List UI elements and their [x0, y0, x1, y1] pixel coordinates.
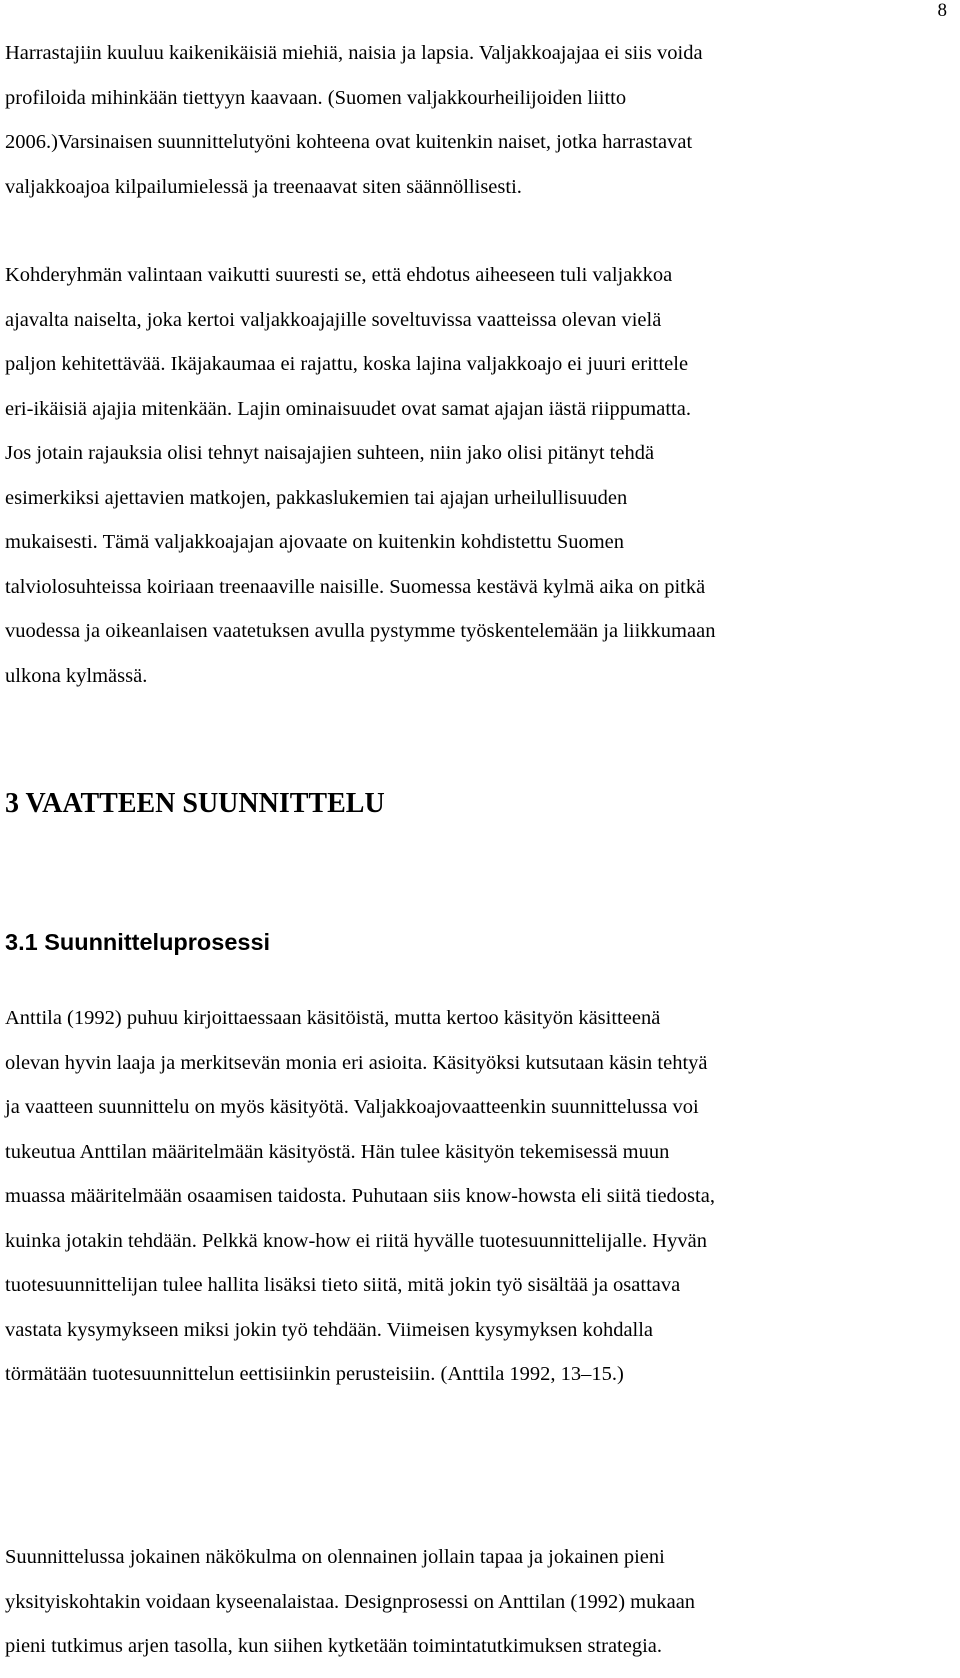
text-line: vuodessa ja oikeanlaisen vaatetuksen avulla pystymme työskentelemään ja liikkumaan: [5, 620, 716, 642]
paragraph-3: [5, 996, 715, 1397]
section-heading: 3 VAATTEEN SUUNNITTELU: [5, 788, 385, 819]
text-line: tuotesuunnittelijan tulee hallita lisäksi tieto siitä, mitä jokin työ sisältää ja osattava: [5, 1274, 681, 1296]
text-line: profiloida mihinkään tiettyyn kaavaan. (Suomen valjakkourheilijoiden liitto: [5, 86, 627, 109]
text-line: kuinka jotakin tehdään. Pelkkä know-how ei riitä hyvälle tuotesuunnittelijalle. Hyvän: [5, 1229, 707, 1252]
text-line: olevan hyvin laaja ja merkitsevän monia eri asioita. Käsityöksi kutsutaan käsin tehtyä: [5, 1051, 708, 1074]
text-line: eri-ikäisiä ajajia mitenkään. Lajin ominaisuudet ovat samat ajajan iästä riippumatta.: [5, 397, 691, 420]
paragraph-2: [5, 253, 715, 698]
text-line: ja vaatteen suunnittelu on myös käsityötä. Valjakkoajovaatteenkin suunnittelussa voi: [5, 1096, 699, 1118]
text-line: 2006.)Varsinaisen suunnittelutyöni kohteena ovat kuitenkin naiset, jotka harrastavat: [5, 131, 693, 153]
text-line: yksityiskohtakin voidaan kyseenalaistaa. Designprosessi on Anttilan (1992) mukaan: [5, 1590, 696, 1613]
text-line: Suunnittelussa jokainen näkökulma on olennainen jollain tapaa ja jokainen pieni: [5, 1546, 665, 1568]
subsection-heading: 3.1 Suunnitteluprosessi: [5, 929, 271, 955]
text-line: Kohderyhmän valintaan vaikutti suuresti se, että ehdotus aiheeseen tuli valjakkoa: [5, 264, 673, 286]
text-line: ulkona kylmässä.: [5, 664, 148, 687]
text-line: muassa määritelmään osaamisen taidosta. Puhutaan siis know-howsta eli siitä tiedosta,: [5, 1185, 715, 1207]
paragraph-1: [5, 31, 703, 209]
paragraph-4: [5, 1535, 695, 1669]
text-line: vastata kysymykseen miksi jokin työ tehdään. Viimeisen kysymyksen kohdalla: [5, 1318, 654, 1341]
page-number: 8: [937, 0, 947, 21]
text-line: Anttila (1992) puhuu kirjoittaessaan käsitöistä, mutta kertoo käsityön käsitteenä: [5, 1007, 661, 1029]
text-line: esimerkiksi ajettavien matkojen, pakkaslukemien tai ajajan urheilullisuuden: [5, 486, 628, 509]
text-line: talviolosuhteissa koiriaan treenaaville naisille. Suomessa kestävä kylmä aika on pitkä: [5, 575, 706, 598]
text-line: pieni tutkimus arjen tasolla, kun siihen kytketään toimintatutkimuksen strategia.: [5, 1635, 663, 1657]
text-line: paljon kehitettävää. Ikäjakaumaa ei rajattu, koska lajina valjakkoajo ei juuri erittele: [5, 353, 689, 375]
text-line: Jos jotain rajauksia olisi tehnyt naisajajien suhteen, niin jako olisi pitänyt tehdä: [5, 442, 655, 464]
text-line: tukeutua Anttilan määritelmään käsityöstä. Hän tulee käsityön tekemisessä muun: [5, 1140, 670, 1163]
text-line: ajavalta naiselta, joka kertoi valjakkoajajille soveltuvissa vaatteissa olevan vielä: [5, 308, 662, 331]
text-line: valjakkoajoa kilpailumielessä ja treenaavat siten säännöllisesti.: [5, 175, 522, 198]
text-line: törmätään tuotesuunnittelun eettisiinkin perusteisiin. (Anttila 1992, 13–15.): [5, 1363, 624, 1385]
text-line: mukaisesti. Tämä valjakkoajajan ajovaate on kuitenkin kohdistettu Suomen: [5, 531, 625, 553]
text-line: Harrastajiin kuuluu kaikenikäisiä miehiä, naisia ja lapsia. Valjakkoajajaa ei siis voida: [5, 42, 703, 64]
